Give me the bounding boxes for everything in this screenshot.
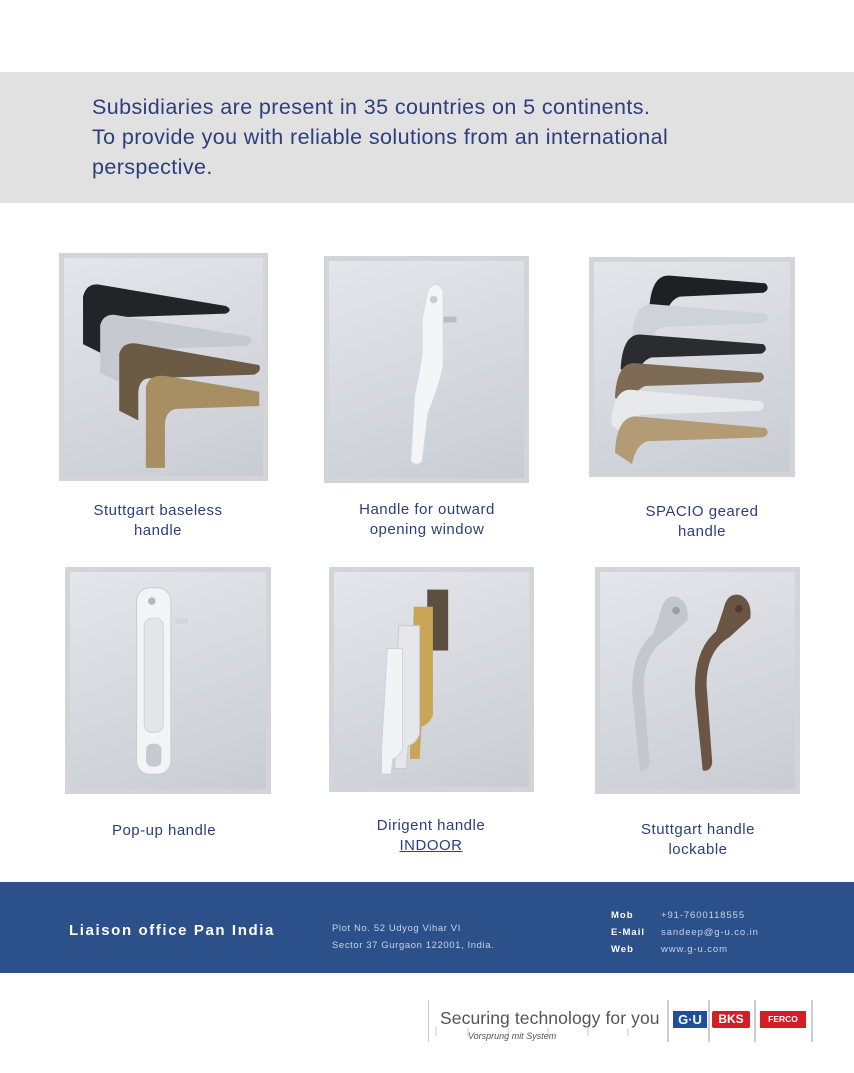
product-caption: [59, 501, 257, 540]
caption-line: opening window: [369, 520, 485, 538]
product-photo-stuttgart-baseless: [59, 253, 268, 481]
indoor-link[interactable]: INDOOR: [399, 836, 463, 854]
product-caption: [342, 816, 520, 855]
address-line: Sector 37 Gurgaon 122001, India.: [332, 940, 495, 951]
caption-line: Stuttgart baseless: [93, 502, 223, 519]
handle-image: [594, 262, 790, 472]
handle-image: [600, 572, 795, 789]
product-photo-outward-handle: [324, 256, 529, 483]
caption-line: SPACIO geared: [645, 503, 759, 520]
handle-image: [70, 572, 266, 789]
contact-row-mob: [611, 907, 759, 924]
ferco-logo: FERCO: [760, 1011, 806, 1028]
product-photo-spacio: [589, 257, 795, 477]
phone-number[interactable]: +91-7600118555: [661, 910, 746, 921]
contact-label: Mob: [611, 910, 634, 921]
caption-line: handle: [677, 522, 727, 540]
intro-line: To provide you with reliable solutions from an international: [92, 125, 669, 149]
brand-subslogan: Vorsprung mit System: [468, 1031, 557, 1041]
office-title: Liaison office Pan India: [69, 922, 275, 939]
contact-list: [611, 907, 759, 958]
contact-row-web: [611, 941, 759, 958]
caption-line: Handle for outward: [359, 501, 495, 518]
handle-image: [329, 261, 524, 478]
caption-line: Stuttgart handle: [641, 821, 755, 838]
caption-line: handle: [133, 521, 183, 539]
caption-line: Dirigent handle: [376, 817, 486, 834]
gu-logo: G·U: [673, 1011, 707, 1028]
website-link[interactable]: www.g-u.com: [661, 944, 728, 955]
contact-label: Web: [611, 944, 634, 955]
bks-logo: BKS: [712, 1011, 750, 1028]
product-caption: [602, 502, 802, 541]
address-line: Plot No. 52 Udyog Vihar VI: [332, 923, 461, 934]
contact-label: E-Mail: [611, 927, 645, 938]
intro-text: [92, 92, 792, 182]
product-caption: [73, 821, 255, 841]
caption-line: Pop-up handle: [111, 822, 217, 839]
product-caption: [329, 500, 525, 539]
product-photo-popup: [65, 567, 271, 794]
handle-image: [64, 258, 263, 476]
caption-line: lockable: [668, 840, 728, 858]
intro-line: Subsidiaries are present in 35 countries on 5 continents.: [92, 95, 651, 119]
brand-bar: [428, 996, 814, 1046]
product-photo-stuttgart-lockable: [595, 567, 800, 794]
brand-slogan: Securing technology for you: [440, 1008, 660, 1028]
product-photo-dirigent: [329, 567, 534, 792]
intro-line: perspective.: [92, 155, 213, 179]
email-link[interactable]: sandeep@g-u.co.in: [661, 927, 759, 938]
product-caption: [607, 820, 789, 859]
contact-row-email: [611, 924, 759, 941]
office-address: [332, 920, 494, 954]
handle-image: [334, 572, 529, 787]
